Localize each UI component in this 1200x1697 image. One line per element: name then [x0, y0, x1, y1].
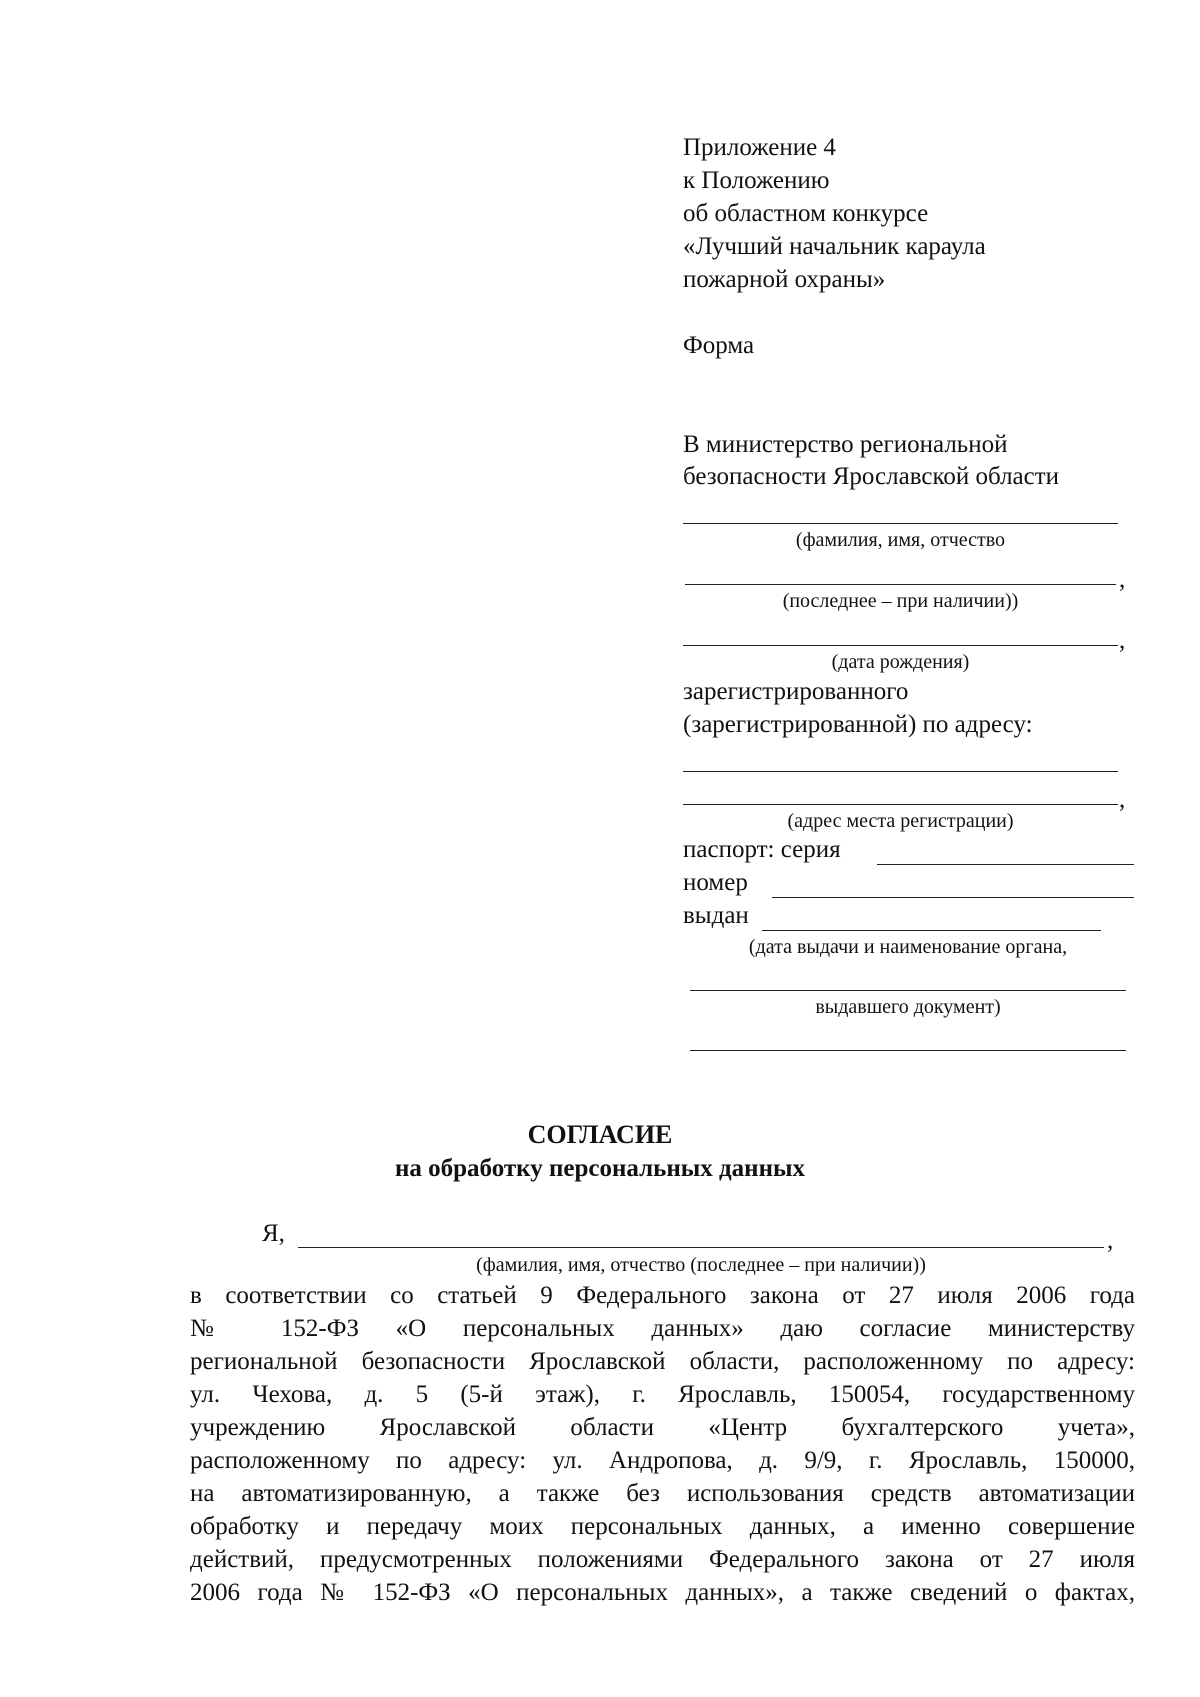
addressee-line-1: В министерство региональной	[683, 431, 1008, 458]
body-paragraph-line-7: на автоматизированную, а также без использования средств автоматизации	[190, 1480, 1135, 1507]
body-paragraph-line-1: в соответствии со статьей 9 Федерального закона от 27 июля 2006 года	[190, 1282, 1135, 1309]
body-paragraph-line-4: ул. Чехова, д. 5 (5-й этаж), г. Ярославль, 150054, государственному	[190, 1381, 1135, 1408]
form-label: Форма	[683, 332, 755, 359]
body-paragraph-line-6: расположенному по адресу: ул. Андропова, д. 9/9, г. Ярославль, 150000,	[190, 1447, 1135, 1474]
registered-address-label: (зарегистрированной) по адресу:	[683, 711, 1033, 738]
issuing-authority-blank-1[interactable]	[690, 990, 1126, 991]
registered-label: зарегистрированного	[683, 678, 909, 705]
caption-address: (адрес места регистрации)	[787, 810, 1014, 832]
body-paragraph-line-5: учреждению Ярославской области «Центр бухгалтерского учета»,	[190, 1414, 1135, 1441]
body-paragraph-line-9: действий, предусмотренных положениями Федерального закона от 27 июля	[190, 1546, 1135, 1573]
appendix-ref-line-2: об областном конкурсе	[683, 200, 929, 227]
address-blank-line-2[interactable]	[683, 804, 1118, 805]
body-paragraph-line-2: № 152-ФЗ «О персональных данных» даю согласие министерству	[190, 1315, 1135, 1342]
addressee-line-2: безопасности Ярославской области	[683, 463, 1060, 490]
comma: ,	[1119, 566, 1126, 593]
passport-number-blank[interactable]	[772, 897, 1134, 898]
appendix-ref-line-1: к Положению	[683, 167, 830, 194]
caption-issuing-document: выдавшего документ)	[815, 996, 1001, 1018]
appendix-ref-line-3: «Лучший начальник караула	[683, 233, 986, 260]
passport-issued-blank[interactable]	[762, 930, 1101, 931]
passport-number-label: номер	[683, 869, 748, 896]
document-title: СОГЛАСИЕ	[527, 1120, 673, 1149]
name-blank-line-2[interactable]	[685, 584, 1116, 585]
body-paragraph-line-3: региональной безопасности Ярославской области, расположенному по адресу:	[190, 1348, 1135, 1375]
caption-fio: (фамилия, имя, отчество (последнее – при наличии))	[476, 1254, 926, 1276]
appendix-number: Приложение 4	[683, 134, 836, 161]
caption-issue-date-authority: (дата выдачи и наименование органа,	[748, 936, 1068, 958]
passport-series-blank[interactable]	[877, 864, 1134, 865]
document-subtitle: на обработку персональных данных	[395, 1155, 805, 1182]
body-paragraph-line-8: обработку и передачу моих персональных данных, а именно совершение	[190, 1513, 1135, 1540]
address-blank-line-1[interactable]	[683, 771, 1118, 772]
fio-blank[interactable]	[298, 1247, 1104, 1248]
caption-full-name: (фамилия, имя, отчество	[795, 529, 1006, 551]
birth-date-blank[interactable]	[683, 645, 1118, 646]
passport-series-label: паспорт: серия	[683, 836, 841, 863]
comma: ,	[1119, 786, 1126, 813]
name-blank-line-1[interactable]	[683, 523, 1118, 524]
caption-patronymic: (последнее – при наличии))	[782, 590, 1019, 612]
appendix-ref-line-4: пожарной охраны»	[683, 266, 886, 293]
body-paragraph-line-10: 2006 года № 152-ФЗ «О персональных данных», а также сведений о фактах,	[190, 1579, 1135, 1606]
comma: ,	[1119, 627, 1126, 654]
caption-birth-date: (дата рождения)	[831, 651, 970, 673]
issuing-authority-blank-2[interactable]	[690, 1050, 1126, 1051]
comma: ,	[1107, 1227, 1114, 1254]
passport-issued-label: выдан	[683, 902, 749, 929]
ya-label: Я,	[262, 1220, 285, 1247]
